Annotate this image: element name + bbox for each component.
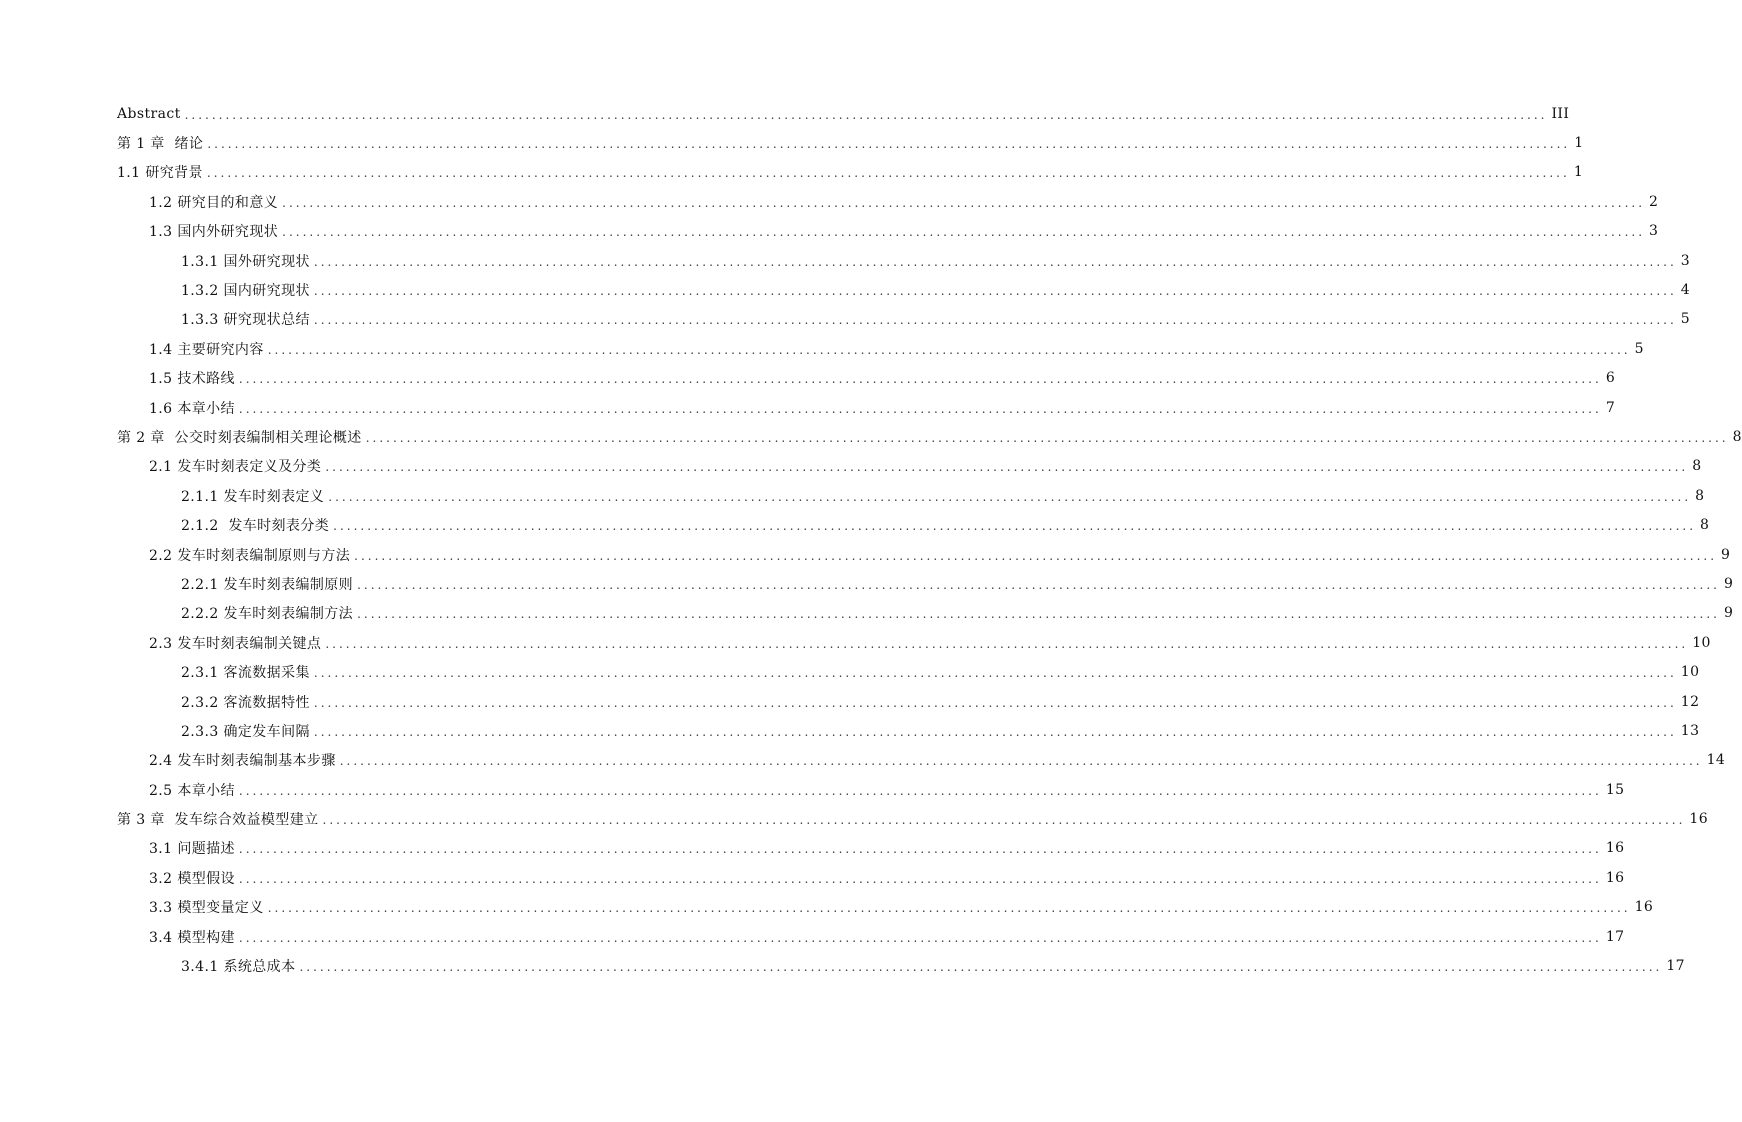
toc-entry-title: 3.1 问题描述	[149, 841, 235, 858]
toc-entry-title: 2.2 发车时刻表编制原则与方法	[149, 547, 351, 564]
toc-entry-title: 1.3.2 国内研究现状	[181, 283, 310, 300]
toc-entry[interactable]	[0, 716, 1700, 745]
toc-dot-leader: ........................................................................................................................................................................................................	[333, 519, 1697, 534]
toc-entry[interactable]	[0, 305, 1691, 334]
toc-entry-page-number: 14	[1706, 752, 1726, 769]
toc-entry-page-number: 9	[1721, 546, 1731, 563]
toc-entry-page-number: 9	[1723, 605, 1734, 622]
toc-entry[interactable]	[0, 334, 1644, 363]
toc-entry-page-number: 3	[1649, 223, 1659, 240]
toc-entry-title: 1.6 本章小结	[149, 400, 235, 417]
toc-entry[interactable]	[0, 481, 1705, 510]
toc-dot-leader: ........................................................................................................................................................................................................	[238, 871, 1602, 886]
toc-dot-leader: ........................................................................................................................................................................................................	[365, 430, 1729, 445]
toc-dot-leader: ........................................................................................................................................................................................................	[325, 460, 1689, 475]
toc-entry-page-number: III	[1551, 105, 1570, 122]
toc-dot-leader: ........................................................................................................................................................................................................	[354, 548, 1718, 563]
toc-dot-leader: ........................................................................................................................................................................................................	[282, 225, 1646, 240]
toc-entry-title: 第 2 章 公交时刻表编制相关理论概述	[117, 429, 362, 446]
toc-dot-leader: ........................................................................................................................................................................................................	[313, 284, 1677, 299]
toc-dot-leader: ........................................................................................................................................................................................................	[267, 901, 1631, 916]
toc-dot-leader: ........................................................................................................................................................................................................	[238, 783, 1602, 798]
toc-entry-page-number: 8	[1695, 487, 1705, 504]
toc-entry[interactable]	[0, 128, 1584, 157]
toc-dot-leader: ........................................................................................................................................................................................................	[206, 166, 1570, 181]
toc-entry-title: 2.4 发车时刻表编制基本步骤	[149, 753, 336, 770]
toc-entry-page-number: 5	[1680, 311, 1691, 328]
toc-dot-leader: ........................................................................................................................................................................................................	[299, 960, 1663, 975]
toc-entry[interactable]	[0, 863, 1625, 892]
toc-entry-title: 1.4 主要研究内容	[149, 341, 264, 358]
toc-entry-title: 2.5 本章小结	[149, 782, 235, 799]
toc-entry-title: 1.2 研究目的和意义	[149, 194, 279, 211]
toc-entry-title: 3.4 模型构建	[149, 929, 235, 946]
toc-entry-page-number: 8	[1692, 458, 1702, 475]
toc-entry-page-number: 4	[1680, 282, 1691, 299]
toc-dot-leader: ........................................................................................................................................................................................................	[313, 695, 1677, 710]
toc-entry-page-number: 7	[1605, 399, 1616, 416]
toc-entry[interactable]	[0, 275, 1691, 304]
toc-entry[interactable]	[0, 364, 1616, 393]
toc-entry[interactable]	[0, 687, 1700, 716]
toc-dot-leader: ........................................................................................................................................................................................................	[328, 489, 1692, 504]
toc-entry-title: 2.1.2 发车时刻表分类	[181, 518, 330, 535]
toc-entry-page-number: 8	[1700, 517, 1710, 534]
toc-entry-title: 2.3.2 客流数据特性	[181, 694, 310, 711]
toc-entry-title: 2.3.1 客流数据采集	[181, 665, 310, 682]
toc-entry-title: 3.3 模型变量定义	[149, 900, 264, 917]
toc-entry[interactable]	[0, 393, 1616, 422]
toc-entry-page-number: 17	[1666, 958, 1685, 975]
toc-entry-page-number: 16	[1605, 869, 1625, 886]
toc-entry-title: 2.2.2 发车时刻表编制方法	[181, 606, 354, 623]
toc-dot-leader: ........................................................................................................................................................................................................	[313, 666, 1677, 681]
toc-dot-leader: ........................................................................................................................................................................................................	[313, 724, 1677, 739]
toc-dot-leader: ........................................................................................................................................................................................................	[207, 137, 1571, 152]
toc-entry-title: 1.3.1 国外研究现状	[181, 253, 310, 270]
toc-entry-page-number: 10	[1692, 634, 1711, 651]
toc-entry[interactable]	[0, 452, 1702, 481]
toc-entry-page-number: 1	[1573, 164, 1584, 181]
toc-entry-title: 2.3.3 确定发车间隔	[181, 723, 310, 740]
toc-dot-leader: ........................................................................................................................................................................................................	[357, 577, 1720, 592]
toc-dot-leader: ........................................................................................................................................................................................................	[339, 754, 1703, 769]
toc-entry[interactable]	[0, 158, 1584, 187]
toc-dot-leader: ........................................................................................................................................................................................................	[267, 342, 1631, 357]
toc-dot-leader: ........................................................................................................................................................................................................	[357, 607, 1720, 622]
toc-entry[interactable]	[0, 599, 1734, 628]
toc-dot-leader: ........................................................................................................................................................................................................	[238, 930, 1602, 945]
toc-entry-page-number: 9	[1723, 575, 1734, 592]
toc-entry[interactable]	[0, 540, 1731, 569]
toc-entry-title: 第 1 章 绪论	[117, 136, 204, 153]
toc-dot-leader: ........................................................................................................................................................................................................	[238, 372, 1602, 387]
toc-entry[interactable]	[0, 834, 1625, 863]
toc-entry[interactable]	[0, 99, 1570, 128]
toc-entry[interactable]	[0, 246, 1691, 275]
toc-dot-leader: ........................................................................................................................................................................................................	[184, 107, 1548, 122]
toc-entry[interactable]	[0, 804, 1709, 833]
toc-entry[interactable]	[0, 922, 1625, 951]
toc-entry[interactable]	[0, 422, 1742, 451]
toc-entry-title: 2.2.1 发车时刻表编制原则	[181, 576, 354, 593]
toc-dot-leader: ........................................................................................................................................................................................................	[325, 636, 1689, 651]
toc-dot-leader: ........................................................................................................................................................................................................	[238, 401, 1602, 416]
toc-entry-title: 第 3 章 发车综合效益模型建立	[117, 812, 319, 829]
toc-entry[interactable]	[0, 187, 1659, 216]
toc-entry[interactable]	[0, 951, 1685, 980]
toc-entry-page-number: 10	[1680, 664, 1700, 681]
toc-dot-leader: ........................................................................................................................................................................................................	[313, 313, 1677, 328]
toc-entry-page-number: 8	[1732, 428, 1742, 445]
toc-entry-page-number: 16	[1634, 899, 1654, 916]
toc-entry-title: 1.3 国内外研究现状	[149, 224, 279, 241]
toc-entry-title: 3.4.1 系统总成本	[181, 959, 296, 976]
toc-entry[interactable]	[0, 569, 1734, 598]
toc-entry-page-number: 1	[1574, 135, 1584, 152]
toc-entry-title: Abstract	[117, 105, 181, 122]
toc-entry-title: 2.1.1 发车时刻表定义	[181, 488, 325, 505]
toc-entry[interactable]	[0, 657, 1700, 686]
toc-dot-leader: ........................................................................................................................................................................................................	[238, 842, 1602, 857]
toc-entry-page-number: 5	[1634, 340, 1644, 357]
toc-entry[interactable]	[0, 746, 1726, 775]
toc-entry-title: 1.3.3 研究现状总结	[181, 312, 310, 329]
toc-entry[interactable]	[0, 217, 1659, 246]
toc-entry-page-number: 15	[1605, 781, 1625, 798]
toc-entry[interactable]	[0, 775, 1625, 804]
toc-entry-title: 2.1 发车时刻表定义及分类	[149, 459, 322, 476]
toc-entry-page-number: 2	[1649, 193, 1659, 210]
toc-entry-page-number: 12	[1680, 693, 1700, 710]
toc-dot-leader: ........................................................................................................................................................................................................	[322, 813, 1686, 828]
toc-entry-page-number: 6	[1605, 370, 1616, 387]
toc-entry-title: 1.1 研究背景	[117, 165, 203, 182]
toc-entry-title: 2.3 发车时刻表编制关键点	[149, 635, 322, 652]
toc-entry-page-number: 16	[1605, 840, 1625, 857]
toc-entry-page-number: 3	[1680, 252, 1691, 269]
toc-entry[interactable]	[0, 893, 1654, 922]
toc-entry-title: 3.2 模型假设	[149, 870, 235, 887]
toc-entry[interactable]	[0, 510, 1710, 539]
toc-dot-leader: ........................................................................................................................................................................................................	[313, 254, 1677, 269]
toc-entry-page-number: 17	[1605, 928, 1625, 945]
table-of-contents	[0, 99, 1742, 981]
toc-entry[interactable]	[0, 628, 1711, 657]
toc-dot-leader: ........................................................................................................................................................................................................	[282, 195, 1646, 210]
toc-entry-page-number: 16	[1689, 811, 1709, 828]
toc-entry-page-number: 13	[1680, 722, 1700, 739]
toc-entry-title: 1.5 技术路线	[149, 371, 235, 388]
